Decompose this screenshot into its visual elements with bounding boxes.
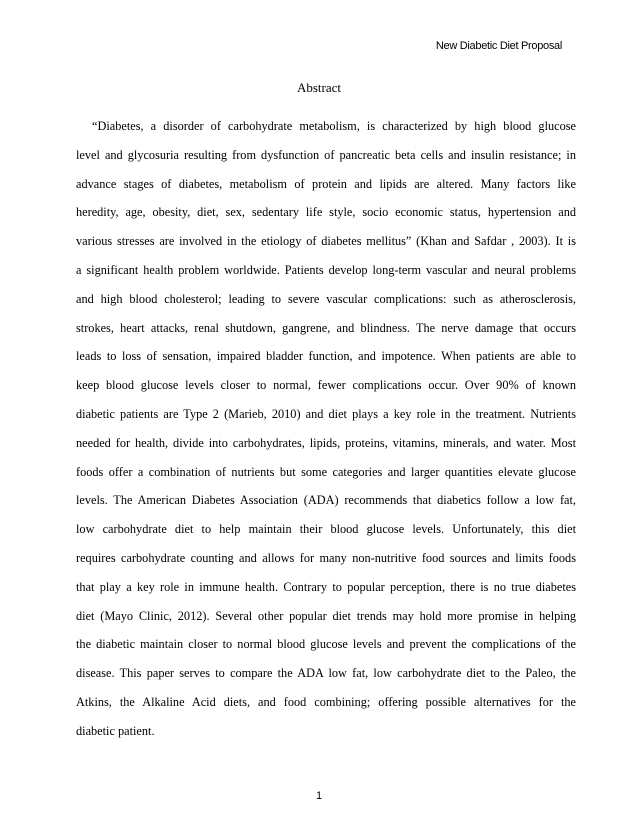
body-line: strokes, heart attacks, renal shutdown, gangrene, and blindness. The nerve damage that occurs — [76, 320, 576, 335]
body-line: various stresses are involved in the etiology of diabetes mellitus” (Khan and Safdar , 2003). It is — [76, 234, 576, 249]
body-line: the diabetic maintain closer to normal blood glucose levels and prevent the complications of the — [76, 637, 576, 652]
body-line: diabetic patient. — [76, 723, 155, 738]
abstract-body — [76, 112, 576, 746]
running-head: New Diabetic Diet Proposal — [435, 40, 562, 52]
abstract-title: Abstract — [296, 80, 342, 95]
body-line: levels. The American Diabetes Association (ADA) recommends that diabetics follow a low fat, — [76, 493, 576, 508]
body-line: level and glycosuria resulting from dysfunction of pancreatic beta cells and insulin resistance; in — [76, 147, 576, 162]
body-line: a significant health problem worldwide. Patients develop long-term vascular and neural problems — [76, 262, 576, 277]
body-line: diabetic patients are Type 2 (Marieb, 2010) and diet plays a key role in the treatment. Nutrients — [76, 406, 576, 421]
body-line: “Diabetes, a disorder of carbohydrate metabolism, is characterized by high blood glucose — [92, 119, 576, 133]
body-line: needed for health, divide into carbohydrates, lipids, proteins, vitamins, minerals, and water. Most — [76, 435, 576, 450]
body-line: low carbohydrate diet to help maintain their blood glucose levels. Unfortunately, this diet — [76, 522, 576, 537]
body-line: that play a key role in immune health. Contrary to popular perception, there is no true diabetes — [76, 579, 576, 594]
page-number: 1 — [315, 790, 323, 802]
body-line: leads to loss of sensation, impaired bladder function, and impotence. When patients are able to — [76, 349, 576, 364]
body-line: and high blood cholesterol; leading to severe vascular complications: such as atherosclerosis, — [76, 291, 576, 306]
body-line: requires carbohydrate counting and allows for many non-nutritive food sources and limits foods — [76, 550, 576, 565]
body-line: diet (Mayo Clinic, 2012). Several other popular diet trends may hold more promise in helping — [76, 608, 576, 623]
body-line: heredity, age, obesity, diet, sex, sedentary life style, socio economic status, hypertension and — [76, 205, 576, 220]
body-line: disease. This paper serves to compare the ADA low fat, low carbohydrate diet to the Paleo, the — [76, 666, 576, 681]
body-line: foods offer a combination of nutrients but some categories and larger quantities elevate glucose — [76, 464, 576, 479]
body-line: Atkins, the Alkaline Acid diets, and food combining; offering possible alternatives for the — [76, 694, 576, 709]
body-line: advance stages of diabetes, metabolism of protein and lipids are altered. Many factors like — [76, 176, 576, 191]
body-line: keep blood glucose levels closer to normal, fewer complications occur. Over 90% of known — [76, 378, 576, 393]
